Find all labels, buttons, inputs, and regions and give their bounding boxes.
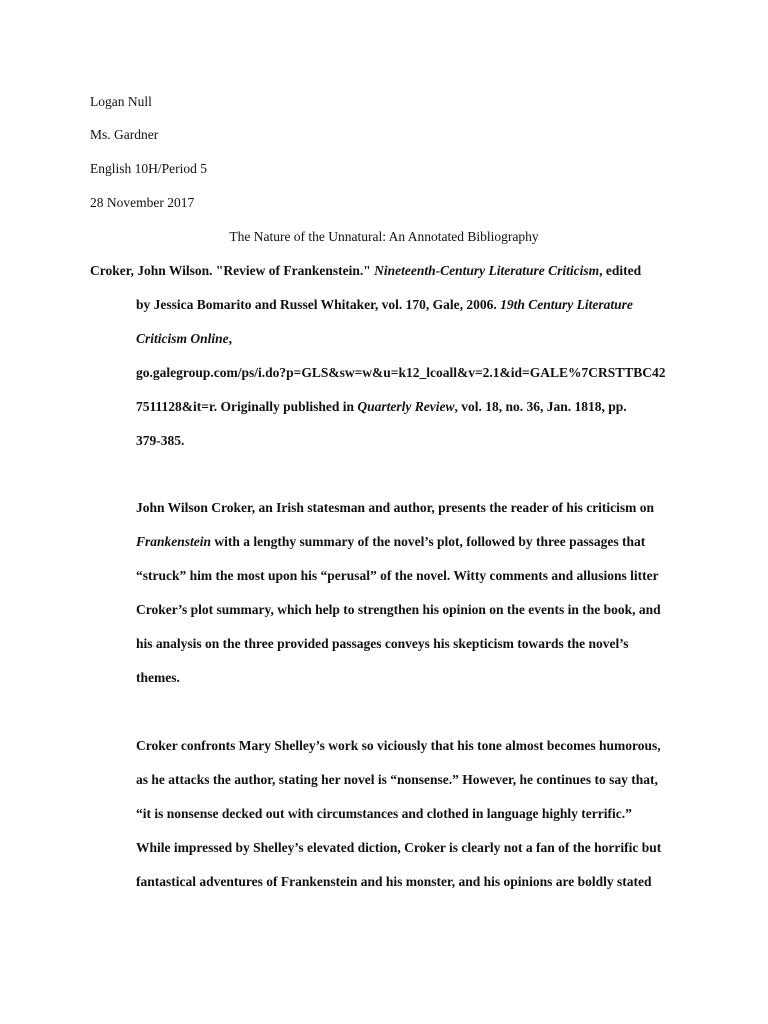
paragraph-2-line-3: “it is nonsense decked out with circumstances and clothed in language highly terrific.” — [136, 806, 632, 821]
paragraph-text: with a lengthy summary of the novel’s plot, followed by three passages that — [211, 534, 646, 549]
course-period: English 10H/Period 5 — [90, 161, 207, 176]
paragraph-1-line-4: Croker’s plot summary, which help to strengthen his opinion on the events in the book, and — [136, 602, 661, 617]
document-title: The Nature of the Unnatural: An Annotated Bibliography — [229, 229, 539, 244]
paragraph-1-line-5: his analysis on the three provided passages conveys his skepticism towards the novel’s — [136, 636, 629, 651]
citation-italic-title: Nineteenth-Century Literature Criticism — [374, 263, 600, 278]
citation-text: , — [228, 331, 233, 346]
paragraph-1-line-3: “struck” him the most upon his “perusal” of the novel. Witty comments and allusions litter — [136, 568, 659, 583]
citation-line-2 — [136, 297, 633, 313]
citation-text: , edited — [599, 263, 642, 278]
citation-text: , vol. 18, no. 36, Jan. 1818, pp. — [454, 399, 627, 414]
citation-text: Croker, John Wilson. "Review of Frankenstein." — [90, 263, 375, 278]
citation-italic-title: 19th Century Literature — [500, 297, 633, 312]
citation-italic-title: Quarterly Review — [357, 399, 455, 414]
citation-pages-line: 379-385. — [136, 433, 185, 448]
citation-url-line: go.galegroup.com/ps/i.do?p=GLS&sw=w&u=k12_lcoall&v=2.1&id=GALE%7CRSTTBC42 — [136, 365, 666, 380]
paragraph-2-line-1: Croker confronts Mary Shelley’s work so viciously that his tone almost becomes humorous, — [136, 738, 661, 753]
citation-line-5 — [136, 399, 627, 415]
citation-line-1 — [90, 263, 641, 279]
paragraph-1-line-2 — [136, 534, 645, 550]
paragraph-1-line-6: themes. — [136, 670, 180, 685]
paragraph-1-line-1: John Wilson Croker, an Irish statesman and author, presents the reader of his criticism on — [136, 500, 655, 515]
paragraph-2-line-5: fantastical adventures of Frankenstein and his monster, and his opinions are boldly stated — [136, 874, 652, 889]
student-name: Logan Null — [90, 94, 152, 109]
teacher-name: Ms. Gardner — [90, 127, 159, 142]
citation-text: 7511128&it=r. Originally published in — [136, 399, 358, 414]
paragraph-2-line-4: While impressed by Shelley’s elevated diction, Croker is clearly not a fan of the horrific but — [136, 840, 662, 855]
citation-italic-title: Criticism Online — [136, 331, 229, 346]
citation-line-3 — [136, 331, 232, 347]
date-line: 28 November 2017 — [90, 195, 195, 210]
paragraph-2-line-2: as he attacks the author, stating her novel is “nonsense.” However, he continues to say that, — [136, 772, 658, 787]
citation-text: by Jessica Bomarito and Russel Whitaker, vol. 170, Gale, 2006. — [136, 297, 501, 312]
paragraph-italic-title: Frankenstein — [136, 534, 212, 549]
